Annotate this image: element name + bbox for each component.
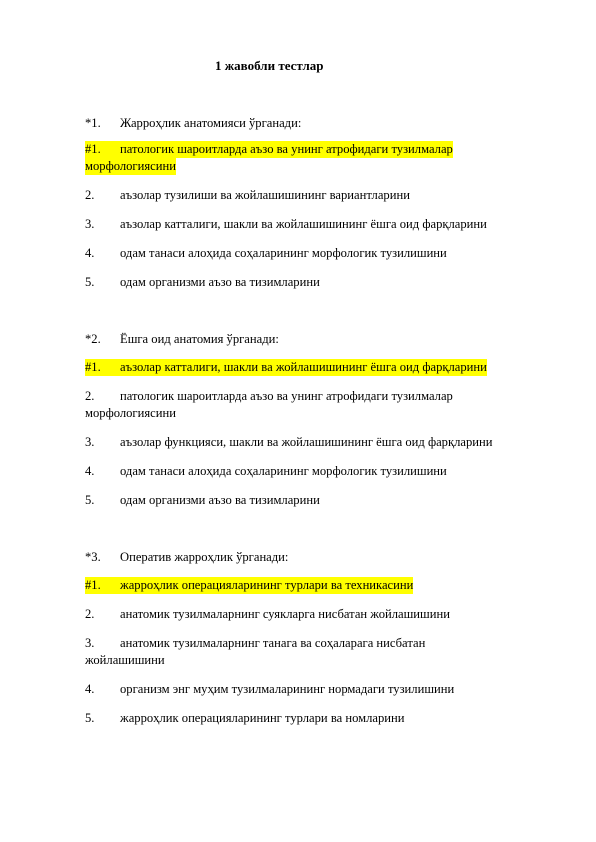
answer-text: аъзолар тузилиши ва жойлашишининг вариантларини — [120, 188, 410, 202]
answer-continuation: морфологиясини — [85, 159, 176, 173]
answer-number: #1. — [85, 142, 101, 156]
answer-text: аъзолар функцияси, шакли ва жойлашишининг ёшга оид фарқларини — [120, 435, 493, 449]
answer-text: одам танаси алоҳида соҳаларининг морфологик тузилишини — [120, 246, 447, 260]
answer-option — [85, 710, 405, 727]
question-number: *1. — [85, 116, 101, 130]
answer-text: одам организми аъзо ва тизимларини — [120, 493, 320, 507]
answer-number: 2. — [85, 188, 95, 202]
answer-option — [85, 274, 320, 291]
question-number: *2. — [85, 332, 101, 346]
answer-option — [85, 388, 453, 405]
answer-number: 5. — [85, 711, 95, 725]
answer-text: организм энг муҳим тузилмаларининг нормадаги тузилишини — [120, 682, 455, 696]
question-text: Оператив жарроҳлик ўрганади: — [120, 550, 289, 564]
answer-option — [85, 635, 425, 652]
answer-number: 4. — [85, 246, 95, 260]
question-2 — [85, 331, 279, 348]
answer-option — [85, 463, 447, 480]
answer-text: аъзолар катталиги, шакли ва жойлашишининг ёшга оид фарқларини — [120, 217, 487, 231]
answer-text: одам организми аъзо ва тизимларини — [120, 275, 320, 289]
answer-text: жарроҳлик операцияларининг турлари ва техникасини — [120, 578, 414, 592]
answer-number: 3. — [85, 435, 95, 449]
answer-option — [85, 216, 487, 233]
answer-text: одам танаси алоҳида соҳаларининг морфологик тузилишини — [120, 464, 447, 478]
answer-number: #1. — [85, 360, 101, 374]
answer-text: анатомик тузилмаларнинг суякларга нисбатан жойлашишини — [120, 607, 450, 621]
answer-continuation: морфологиясини — [85, 406, 176, 420]
answer-number: 2. — [85, 389, 95, 403]
question-text: Ёшга оид анатомия ўрганади: — [120, 332, 279, 346]
answer-option — [85, 492, 320, 509]
answer-number: 5. — [85, 275, 95, 289]
answer-correct — [85, 359, 487, 376]
question-3 — [85, 549, 288, 566]
answer-number: 3. — [85, 217, 95, 231]
question-text: Жарроҳлик анатомияси ўрганади: — [120, 116, 302, 130]
answer-number: 4. — [85, 464, 95, 478]
answer-number: 3. — [85, 636, 95, 650]
answer-option — [85, 187, 410, 204]
answer-option — [85, 606, 450, 623]
answer-number: 2. — [85, 607, 95, 621]
answer-option — [85, 245, 447, 262]
answer-text: жарроҳлик операцияларининг турлари ва номларини — [120, 711, 405, 725]
answer-text: аъзолар катталиги, шакли ва жойлашишининг ёшга оид фарқларини — [120, 360, 487, 374]
document-title: 1 жавобли тестлар — [215, 58, 324, 73]
answer-correct — [85, 141, 453, 158]
answer-option — [85, 434, 493, 451]
question-1 — [85, 115, 301, 132]
answer-text: анатомик тузилмаларнинг танага ва соҳаларага нисбатан — [120, 636, 426, 650]
answer-number: 5. — [85, 493, 95, 507]
answer-option — [85, 681, 454, 698]
answer-number: 4. — [85, 682, 95, 696]
answer-correct — [85, 577, 413, 594]
answer-text: патологик шароитларда аъзо ва унинг атрофидаги тузилмалар — [120, 142, 453, 156]
answer-number: #1. — [85, 578, 101, 592]
answer-text: патологик шароитларда аъзо ва унинг атрофидаги тузилмалар — [120, 389, 453, 403]
question-number: *3. — [85, 550, 101, 564]
answer-continuation: жойлашишини — [85, 653, 165, 667]
